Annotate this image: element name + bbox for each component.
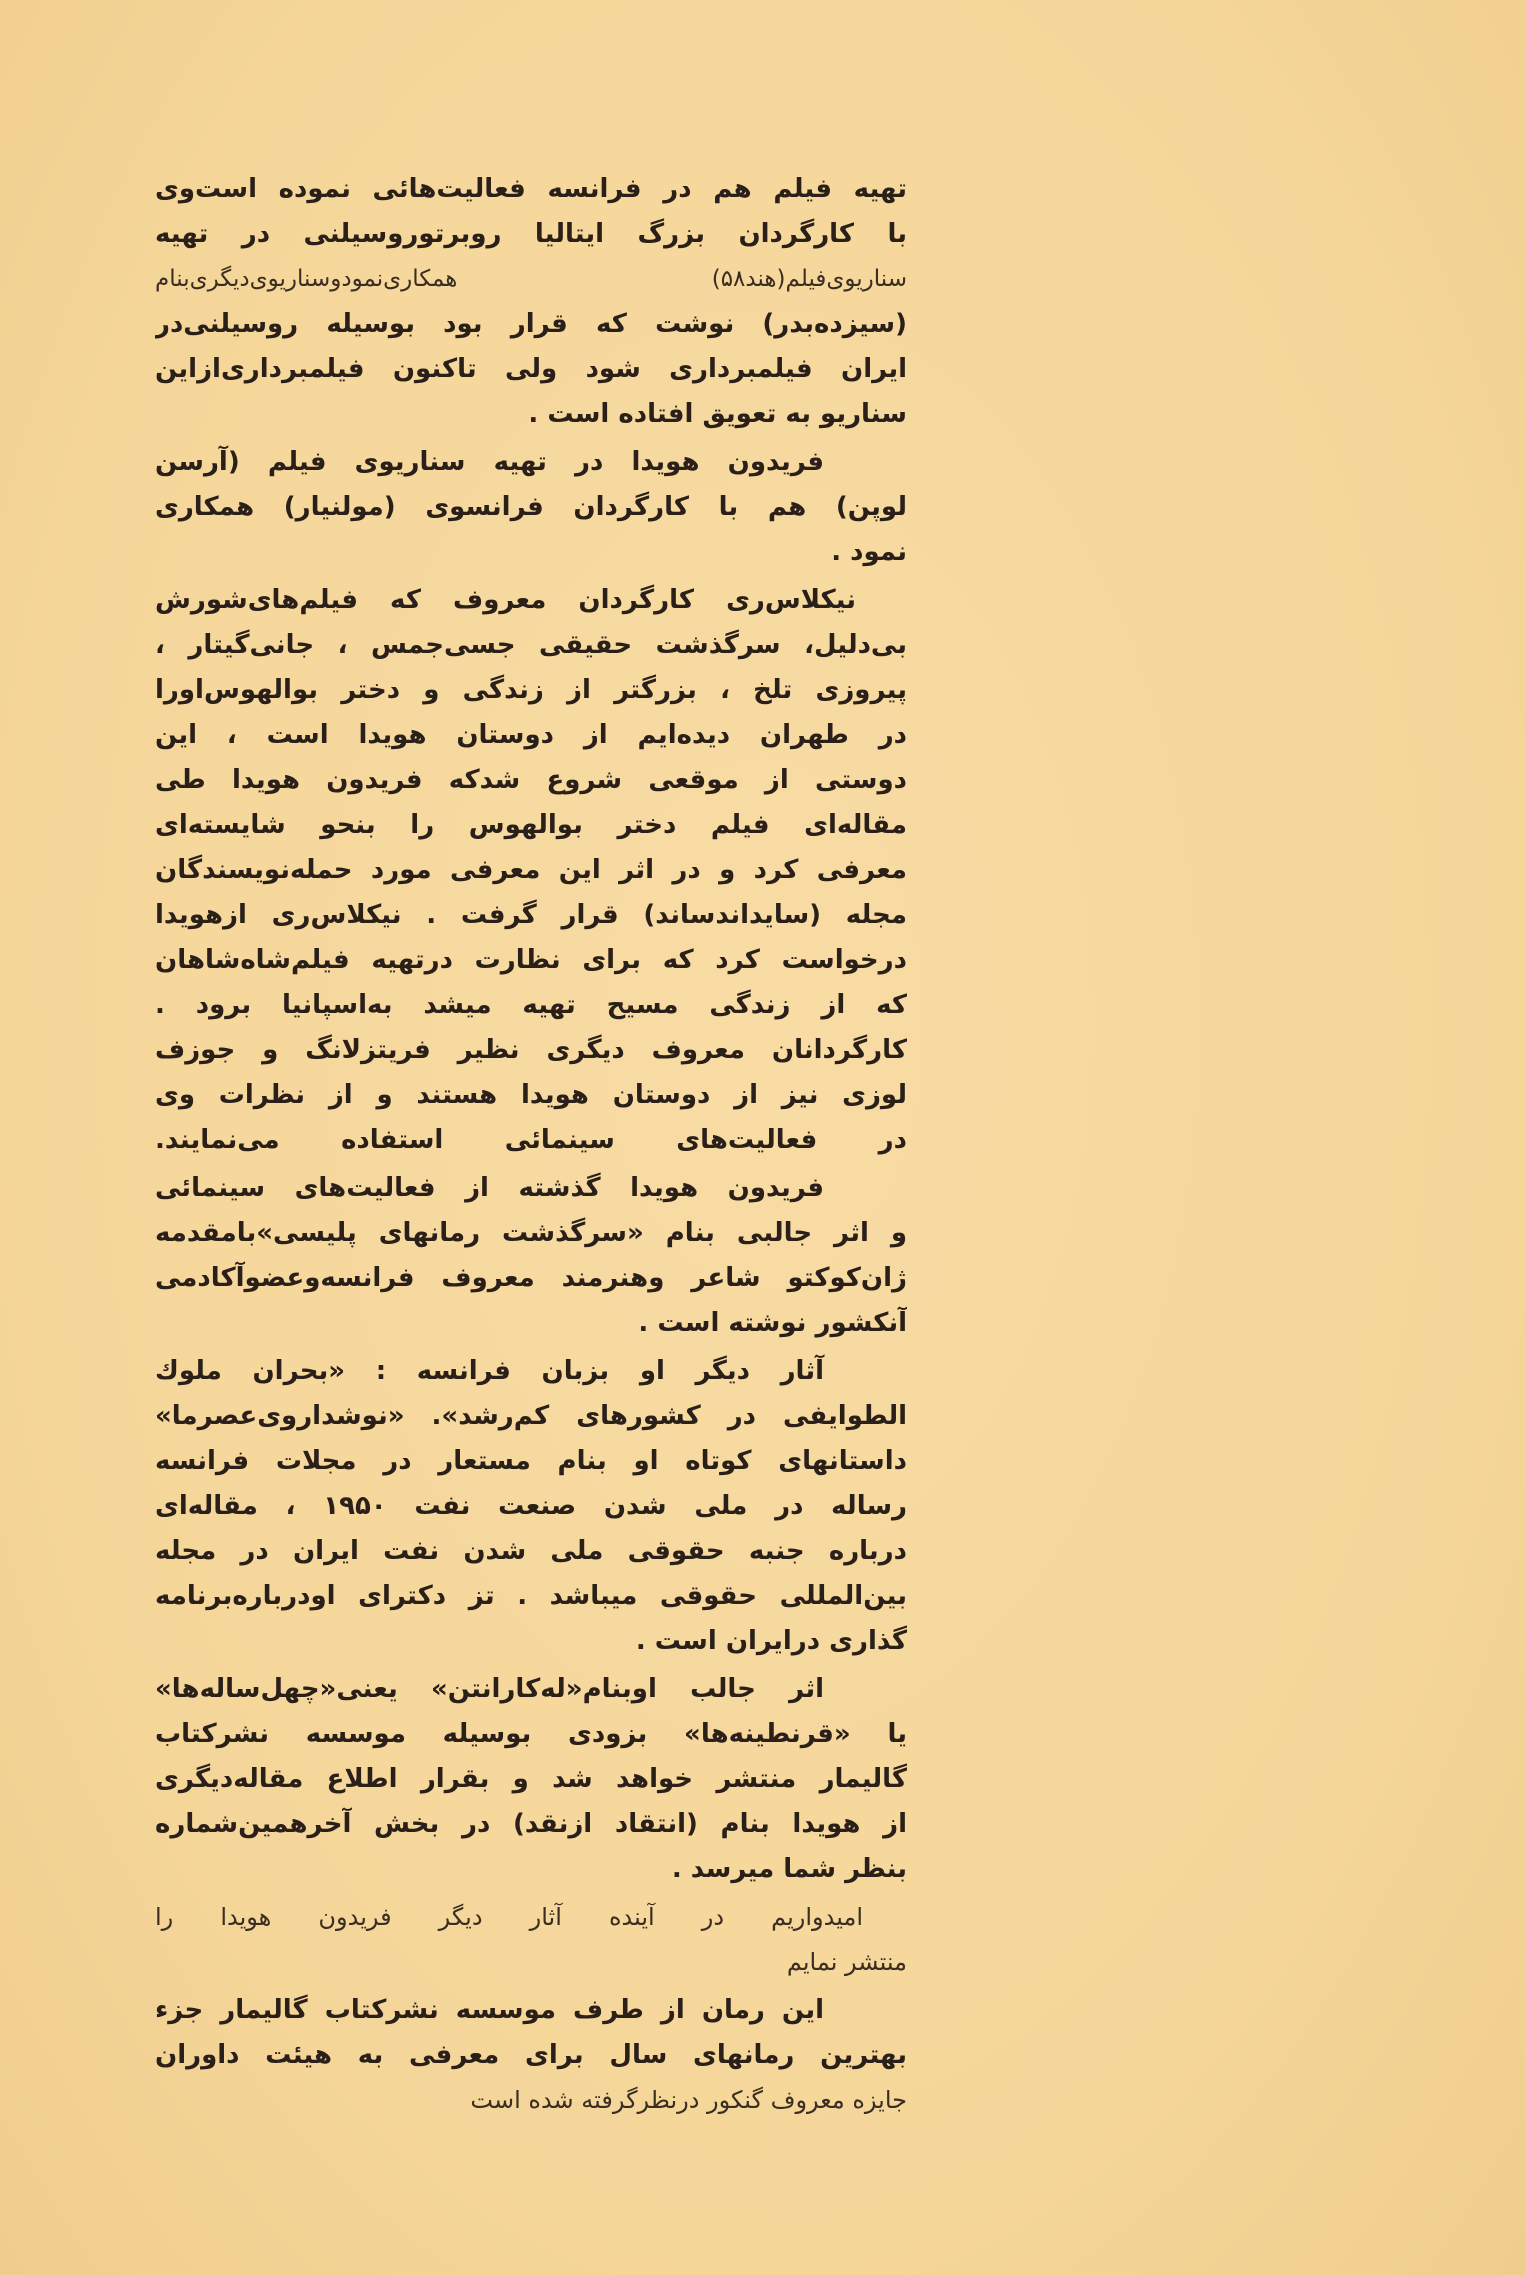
- paragraph: [155, 1349, 907, 1664]
- text-line: پیروزی تلخ ، بزرگتر از زندگی و دختر بوالهوس‌اورا: [155, 675, 907, 705]
- text-line: بی‌دلیل، سرگذشت حقیقی جسی‌جمس ، جانی‌گیتار ،: [155, 630, 907, 660]
- text-line: منتشر نمایم: [786, 1948, 907, 1976]
- text-line: و اثر جالبی بنام «سرگذشت رمانهای پلیسی»بامقدمه: [155, 1218, 907, 1248]
- paragraph: [155, 1667, 907, 1892]
- text-line: مقاله‌ای فیلم دختر بوالهوس را بنحو شایسته‌ای: [155, 810, 907, 840]
- text-line: دوستی از موقعی شروع شدکه فریدون هویدا طی: [155, 765, 907, 795]
- text-line: جایزه معروف گنکور درنظرگرفته شده است: [470, 2086, 907, 2114]
- text-line: داستانهای کوتاه او بنام مستعار در مجلات فرانسه: [155, 1446, 907, 1476]
- text-line: آنکشور نوشته است .: [638, 1308, 907, 1338]
- article-body: [155, 167, 907, 2126]
- text-line: امیدواریم در آینده آثار دیگر فریدون هویدا را: [155, 1903, 863, 1931]
- text-line: درخواست کرد که برای نظارت درتهیه فیلم‌شاه‌شاهان: [155, 945, 907, 975]
- text-line: در طهران دیده‌ایم از دوستان هویدا است ، این: [155, 720, 907, 750]
- paragraph: [155, 167, 907, 437]
- text-line: لوزی نیز از دوستان هویدا هستند و از نظرات وی: [155, 1080, 907, 1110]
- text-line: سناریوی‌فیلم(هند۵۸) همکاری‌نمودوسناریوی‌دیگری‌بنام: [155, 266, 907, 292]
- text-line: الطوایفی در کشورهای کم‌رشد». «نوشداروی‌عصرما»: [155, 1401, 907, 1431]
- text-line: بین‌المللی حقوقی میباشد . تز دکترای اودرباره‌برنامه: [155, 1581, 907, 1611]
- text-line: یا «قرنطینه‌ها» بزودی بوسیله موسسه نشرکتاب: [155, 1719, 907, 1749]
- text-line: که از زندگی مسیح تهیه میشد به‌اسپانیا برود .: [155, 990, 907, 1020]
- text-line: بنظر شما میرسد .: [671, 1854, 907, 1884]
- text-line: فریدون هویدا در تهیه سناریوی فیلم (آرسن: [155, 447, 824, 477]
- text-line: گذاری درایران است .: [635, 1626, 907, 1656]
- text-line: ژان‌کوکتو شاعر وهنرمند معروف فرانسه‌وعضوآکادمی: [155, 1263, 907, 1293]
- text-line: فریدون هویدا گذشته از فعالیت‌های سینمائی: [155, 1173, 824, 1203]
- paragraph: [155, 1988, 907, 2123]
- text-line: مجله (سایداندساند) قرار گرفت . نیکلاس‌ری ازهویدا: [155, 900, 907, 930]
- text-line: گالیمار منتشر خواهد شد و بقرار اطلاع مقاله‌دیگری: [155, 1764, 907, 1794]
- text-line: معرفی کرد و در اثر این معرفی مورد حمله‌نویسندگان: [155, 855, 907, 885]
- text-line: اثر جالب اوبنام«له‌کارانتن» یعنی«چهل‌ساله‌ها»: [155, 1674, 824, 1704]
- text-line: رساله در ملی شدن صنعت نفت ۱۹۵۰ ، مقاله‌ای: [155, 1491, 907, 1521]
- text-line: با کارگردان بزرگ ایتالیا روبرتوروسیلنی در تهیه: [155, 219, 907, 249]
- text-line: در فعالیت‌های سینمائی استفاده می‌نمایند.: [155, 1125, 907, 1155]
- paragraph: [155, 1166, 907, 1346]
- paragraph: [155, 578, 907, 1163]
- paragraph: [155, 1895, 907, 1985]
- text-line: تهیه فیلم هم در فرانسه فعالیت‌هائی نموده است‌وی: [155, 174, 907, 204]
- text-line: از هویدا بنام (انتقاد ازنقد) در بخش آخرهمین‌شماره: [155, 1809, 907, 1839]
- text-line: ایران فیلمبرداری شود ولی تاکنون فیلمبرداری‌ازاین: [155, 354, 907, 384]
- text-line: (سیزده‌بدر) نوشت که قرار بود بوسیله روسیلنی‌در: [155, 309, 907, 339]
- text-line: درباره جنبه حقوقی ملی شدن نفت ایران در مجله: [155, 1536, 907, 1566]
- text-line: این رمان از طرف موسسه نشرکتاب گالیمار جزء: [155, 1995, 824, 2025]
- text-line: نیکلاس‌ری کارگردان معروف که فیلم‌های‌شورش: [155, 585, 856, 615]
- text-line: سناریو به تعویق افتاده است .: [528, 399, 907, 429]
- text-line: بهترین رمانهای سال برای معرفی به هیئت داوران: [155, 2040, 907, 2070]
- text-line: لوپن) هم با کارگردان فرانسوی (مولنیار) همکاری: [155, 492, 907, 522]
- text-line: آثار دیگر او بزبان فرانسه : «بحران ملوك: [155, 1356, 824, 1386]
- paragraph: [155, 440, 907, 575]
- text-line: نمود .: [831, 537, 907, 567]
- text-line: کارگردانان معروف دیگری نظیر فریتزلانگ و جوزف: [155, 1035, 907, 1065]
